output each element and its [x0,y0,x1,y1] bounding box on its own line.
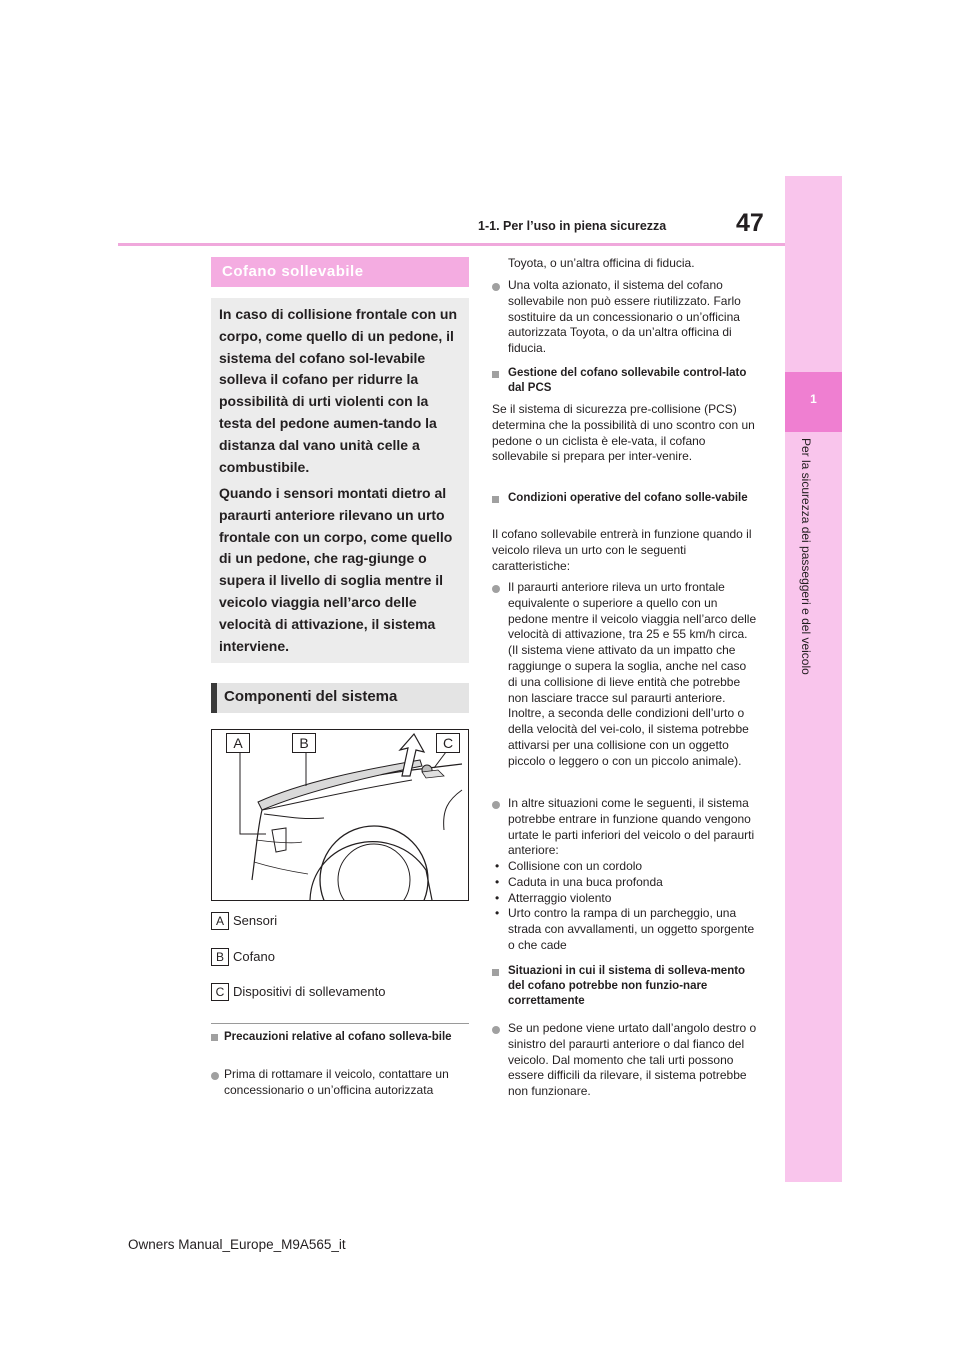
list-item: • Caduta in una buca profonda [492,875,758,891]
note-heading: Condizioni operative del cofano solle-vabile [508,492,748,504]
note-bullet: Se un pedone viene urtato dall’angolo destro o sinistro del paraurti anteriore o dal fianco del veicolo. Dal momento che tali urti possono essere difficili da rilevare, il sistema potrebbe non funzionare. [508,1021,757,1099]
legend-key-c: C [211,983,229,1001]
header-rule [118,243,785,246]
list-item: • Atterraggio violento [492,891,758,907]
note-continuation: Toyota, o un’altra officina di fiducia. [508,256,695,270]
note-heading: Gestione del cofano sollevabile control-lato dal PCS [508,367,747,394]
side-tab-strip [785,176,842,1182]
square-bullet-icon [492,969,499,976]
square-bullet-icon [492,496,499,503]
section-heading-cofano: Cofano sollevabile [222,263,364,280]
note-paragraph: Il cofano sollevabile entrerà in funzione quando il veicolo rileva un urto con le seguenti caratteristiche: [492,527,752,573]
note-heading: Situazioni in cui il sistema di solleva-mento del cofano potrebbe non funzio-nare correttamente [508,965,746,1007]
callout-a: A [226,733,250,753]
legend-key-a: A [211,912,229,930]
note-bullet: In altre situazioni come le seguenti, il sistema potrebbe entrare in funzione quando vengono urtate le parti inferiori del veicolo o del paraurti anteriore: [508,796,755,858]
pop-up-hood-diagram [212,730,468,900]
intro-paragraph: Quando i sensori montati dietro al paraurti anteriore rilevano un urto frontale con un corpo, come quello di un pedone, che rag-giunge o supera il livello di soglia mentre il veicolo viaggia nell’arco delle velocità di attivazione, il sistema interviene. [219,485,453,654]
section-title: 1-1. Per l’uso in piena sicurezza [478,219,667,233]
note-bullet: Il paraurti anteriore rileva un urto frontale equivalente o superiore a quello con un pedone mentre il veicolo viaggia nell’arco delle velocità di attivazione, tra 25 e 55 km/h circa. (Il sistema viene attivato da un impatto che raggiunge o supera la soglia, anche nel caso di una collisione di lieve entità che potrebbe non lasciare tracce sul paraurti anteriore. Inoltre, a seconda delle condizioni dell’urto o della velocità del vei-colo, il sistema potrebbe attivarsi per una collisione con un oggetto piccolo o leggero o con un piccolo animale). [508,580,757,768]
note-bullet: Una volta azionato, il sistema del cofano sollevabile non può essere riutilizzato. Farlo sostituire da un concessionario o un’officina autorizzata Toyota, o da un’altra officina di fiducia. [508,278,741,356]
callout-c: C [436,733,460,753]
note-heading: Precauzioni relative al cofano solleva-bile [224,1031,452,1043]
vehicle-illustration [211,729,469,901]
legend-key-b: B [211,948,229,966]
callout-b: B [292,733,316,753]
list-item: • Urto contro la rampa di un parcheggio, una strada con avvallamenti, un oggetto sporgente o che cade [492,906,758,953]
note-bullet: Prima di rottamare il veicolo, contattare un concessionario o un’officina autorizzata [224,1067,449,1097]
round-bullet-icon [492,283,500,291]
legend-label-cofano: Cofano [233,949,275,964]
round-bullet-icon [492,585,500,593]
intro-paragraph: In caso di collisione frontale con un corpo, come quello di un pedone, il sistema del cofano sol-levabile solleva il cofano per ridurre la possibilità di urti violenti con la testa del pedone aumen-tando la distanza dal vano unità celle a combustibile. [219,306,458,475]
round-bullet-icon [492,801,500,809]
square-bullet-icon [492,371,499,378]
footer-doc-id: Owners Manual_Europe_M9A565_it [128,1237,346,1252]
side-tab-chapter-title: Per la sicurezza dei passeggeri e del veicolo [799,438,813,675]
side-tab-chapter-number: 1 [810,392,817,406]
square-bullet-icon [211,1034,218,1041]
page-number: 47 [736,209,764,237]
note-paragraph: Se il sistema di sicurezza pre-collisione (PCS) determina che la possibilità di uno scontro con un pedone o un ciclista è ele-vata, il cofano sollevabile si prepara per inter-venire. [492,402,755,464]
legend-label-sensori: Sensori [233,913,278,928]
situation-list [492,859,758,954]
section-heading-marker [211,683,217,713]
divider [211,1023,469,1024]
round-bullet-icon [492,1026,500,1034]
list-item: • Collisione con un cordolo [492,859,758,875]
legend-label-dispositivi: Dispositivi di sollevamento [233,984,386,999]
round-bullet-icon [211,1072,219,1080]
section-heading-componenti: Componenti del sistema [224,688,398,705]
